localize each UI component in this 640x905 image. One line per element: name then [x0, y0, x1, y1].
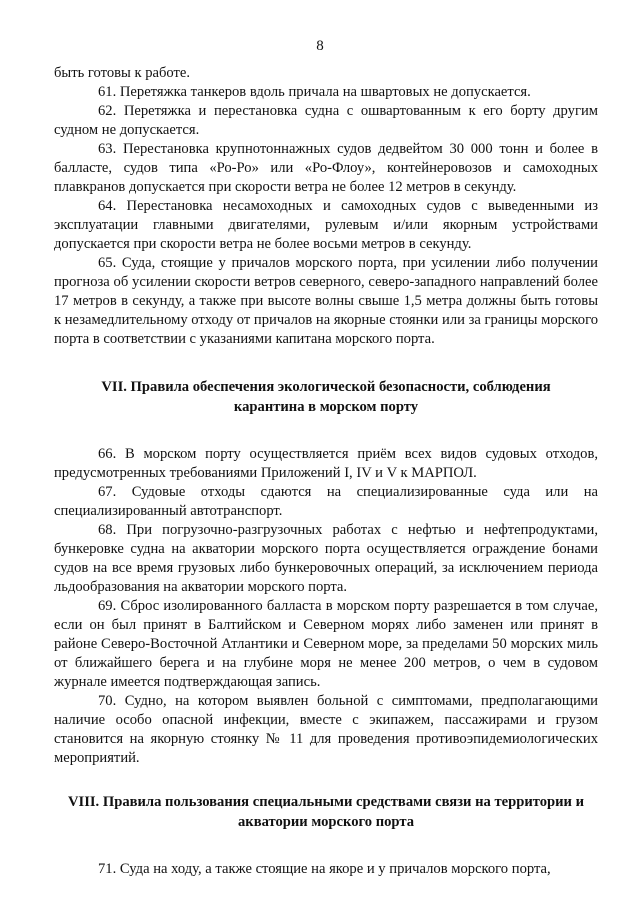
- paragraph-61: 61. Перетяжка танкеров вдоль причала на швартовых не допускается.: [98, 84, 531, 100]
- paragraph-65: 65. Суда, стоящие у причалов морского порта, при усилении либо получении прогноза об усилении скорости ветров северного, северо-западного направлений более 17 метров в секунду, а также при высоте волны свыше 1,5 метра должны быть готовы к незамедлительному отходу от причалов на якорные стоянки или за границы морского порта в соответствии с указаниями капитана морского порта.: [54, 255, 598, 347]
- paragraph-70: 70. Судно, на котором выявлен больной с симптомами, предполагающими наличие особо опасной инфекции, вместе с экипажем, пассажирами и грузом становится на якорную стоянку № 11 для проведения противоэпидемиологических мероприятий.: [54, 693, 598, 766]
- paragraph-68: 68. При погрузочно-разгрузочных работах с нефтью и нефтепродуктами, бункеровке судна на акватории морского порта осуществляется ограждение бонами судов на все время грузовых либо бункеровочных операций, за исключением периода льдообразования на акватории морского порта.: [54, 522, 598, 595]
- document-body: [54, 64, 598, 879]
- section-8-title-line-1: VIII. Правила пользования специальными средствами связи на территории и: [67, 794, 584, 810]
- section-7-title-line-1: VII. Правила обеспечения экологической безопасности, соблюдения: [101, 379, 551, 395]
- page-number: 8: [316, 38, 324, 54]
- paragraph-71: 71. Суда на ходу, а также стоящие на якоре и у причалов морского порта,: [98, 861, 551, 877]
- section-7-heading: [54, 377, 598, 417]
- section-8-title-line-2: акватории морского порта: [238, 814, 414, 830]
- paragraph-66: 66. В морском порту осуществляется приём всех видов судовых отходов, предусмотренных требованиями Приложений I, IV и V к МАРПОЛ.: [54, 446, 598, 481]
- paragraph-63: 63. Перестановка крупнотоннажных судов дедвейтом 30 000 тонн и более в балласте, судов типа «Ро-Ро» или «Ро-Флоу», контейнеровозов и самоходных плавкранов допускается при скорости ветра не более 12 метров в секунду.: [54, 141, 598, 195]
- paragraph-continuation: быть готовы к работе.: [54, 65, 191, 81]
- section-8-heading: [54, 792, 598, 832]
- paragraph-69: 69. Сброс изолированного балласта в морском порту разрешается в том случае, если он был принят в Балтийском и Северном морях либо заменен или принят в районе Северо-Восточной Атлантики и Северном море, за пределами 50 морских миль от ближайшего берега и на глубине моря не менее 200 метров, о чем в судовом журнале имеется подтверждающая запись.: [54, 598, 598, 690]
- paragraph-64: 64. Перестановка несамоходных и самоходных судов с выведенными из эксплуатации главными двигателями, рулевым и/или якорным устройствами допускается при скорости ветра не более восьми метров в секунду.: [54, 198, 598, 252]
- section-7-title-line-2: карантина в морском порту: [233, 399, 419, 415]
- paragraph-62: 62. Перетяжка и перестановка судна с ошвартованным к его борту другим судном не допускается.: [54, 103, 598, 138]
- paragraph-67: 67. Судовые отходы сдаются на специализированные суда или на специализированный автотранспорт.: [54, 484, 598, 519]
